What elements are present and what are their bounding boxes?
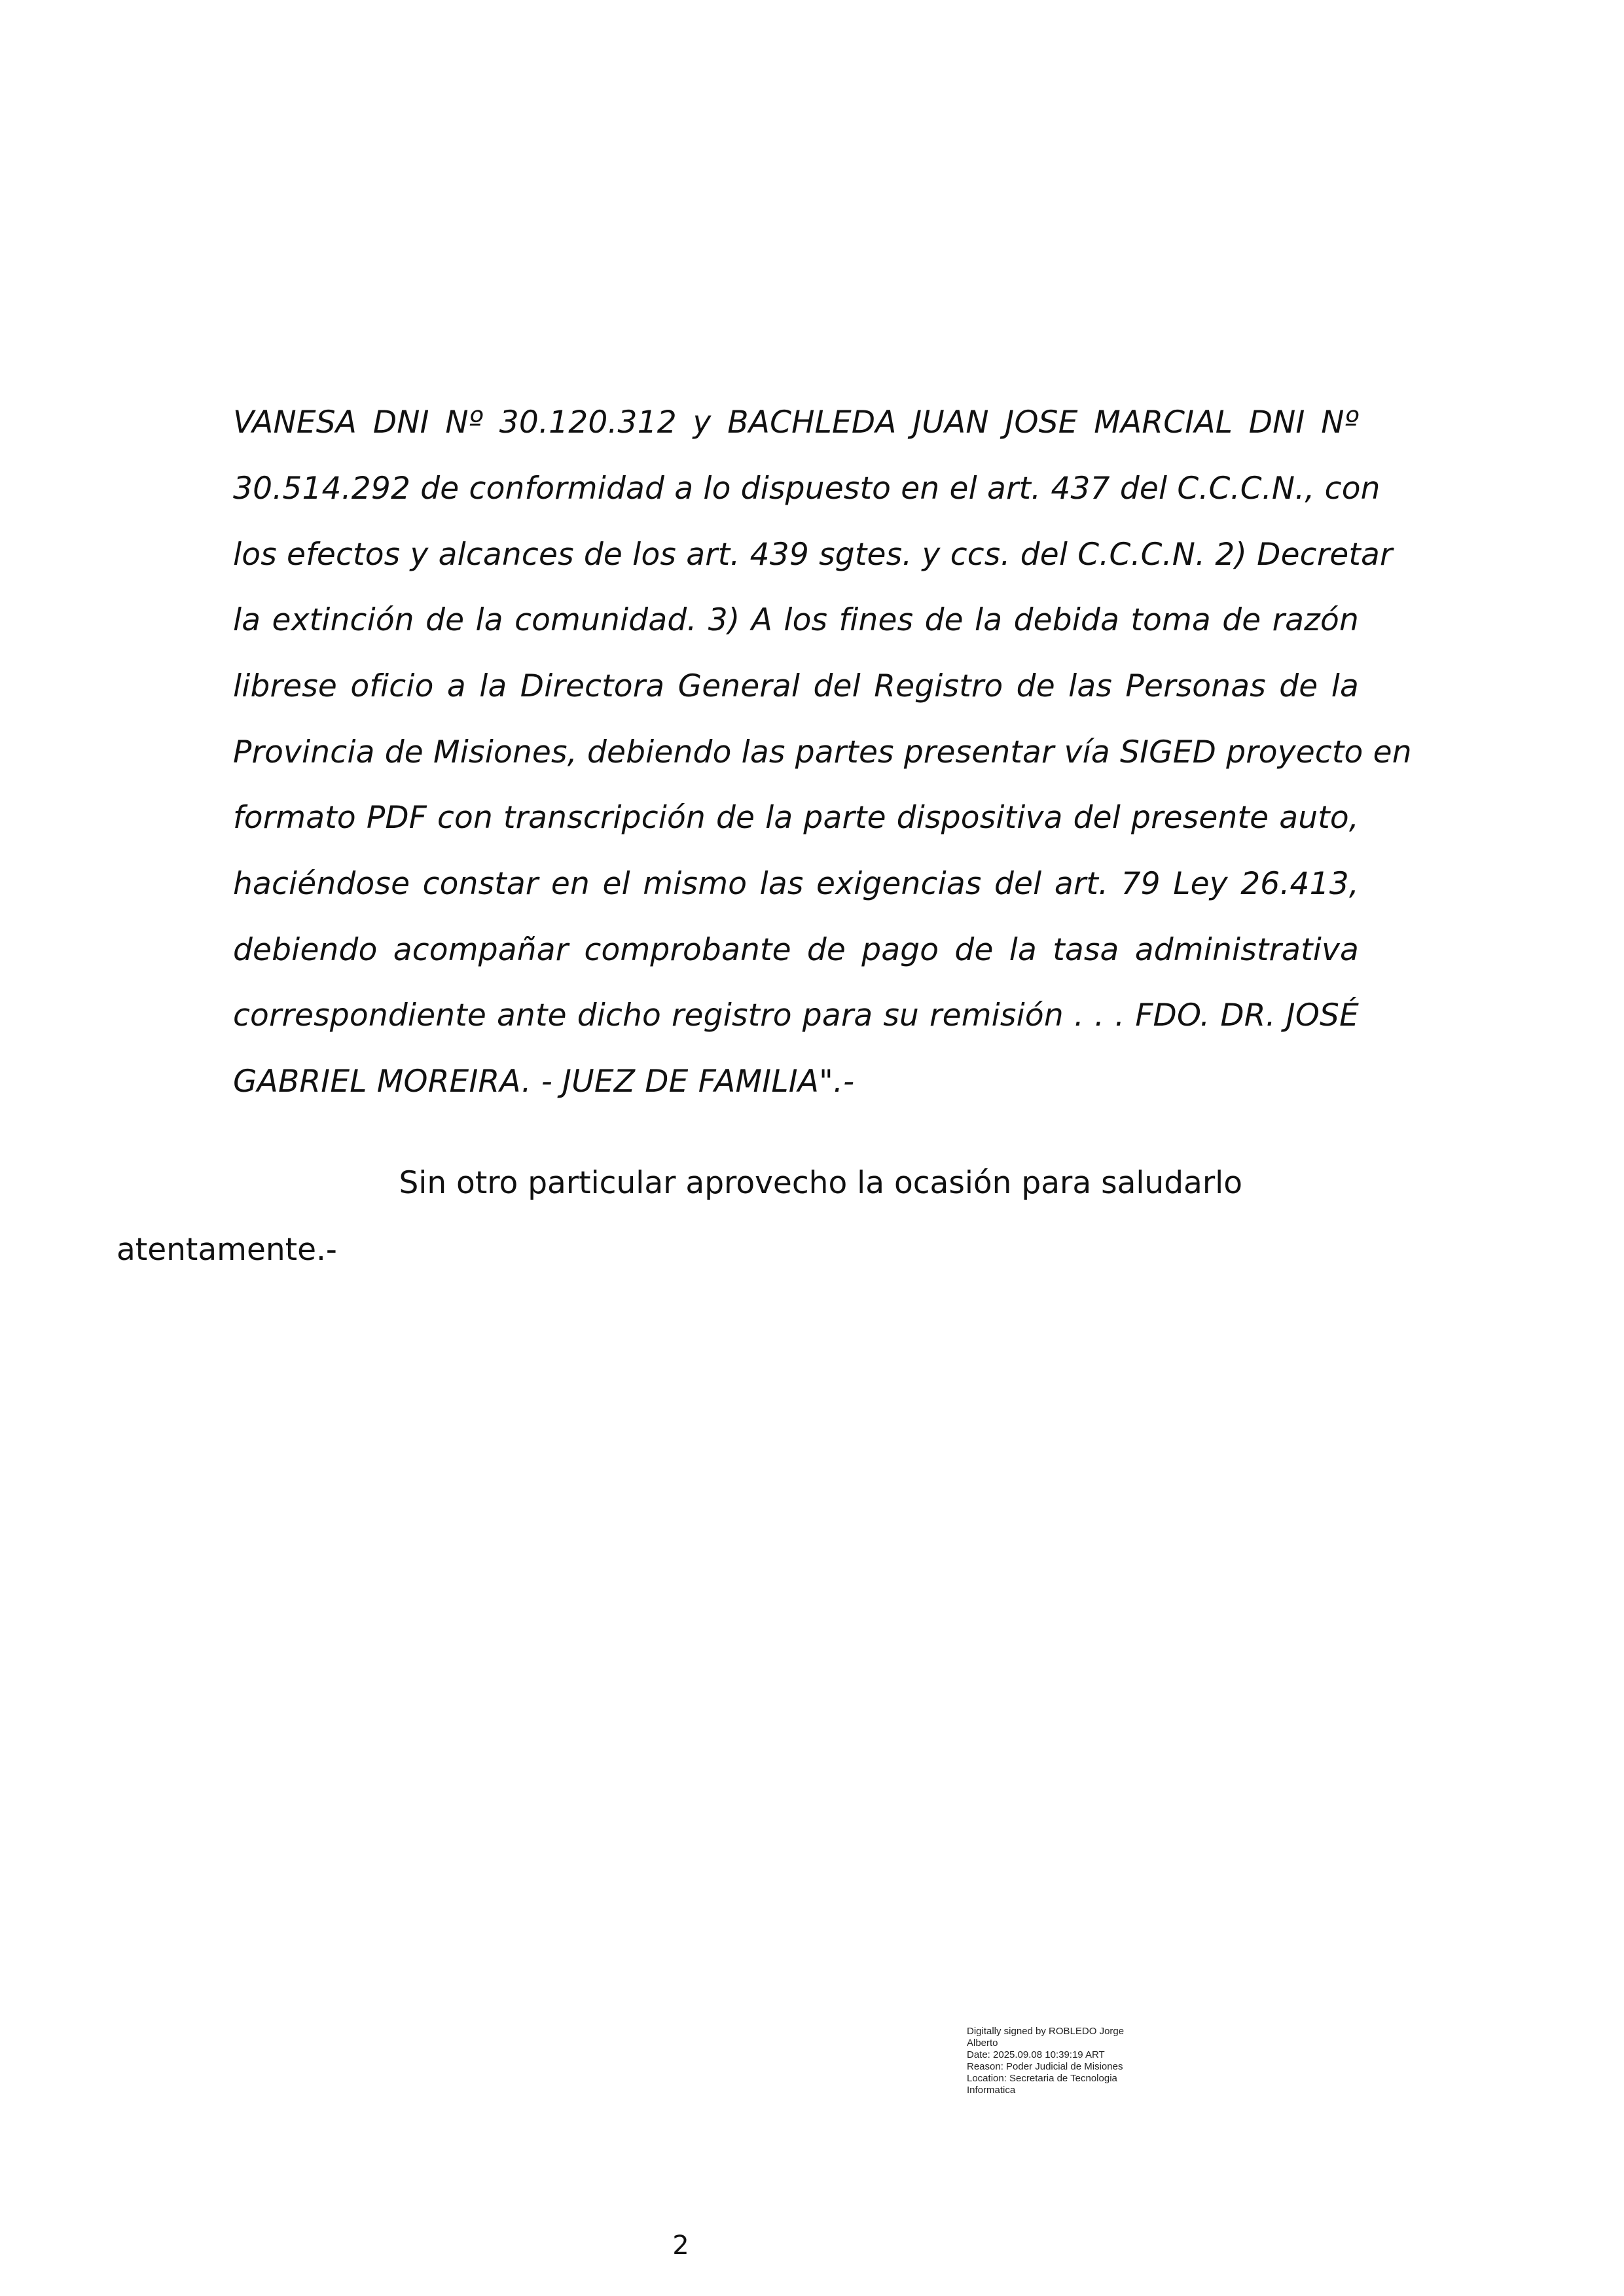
closing-line: Sin otro particular aprovecho la ocasión para saludarlo [399, 1165, 1242, 1201]
closing-line: atentamente.- [117, 1232, 337, 1268]
quote-line: 30.514.292 de conformidad a lo dispuesto en el art. 437 del C.C.C.N., con [233, 471, 1380, 507]
quote-line: librese oficio a la Directora General del Registro de las Personas de la [233, 668, 1359, 704]
quote-line: haciéndose constar en el mismo las exigencias del art. 79 Ley 26.413, [233, 866, 1359, 902]
signature-location: Location: Secretaria de Tecnologia [967, 2073, 1117, 2084]
quote-line: la extinción de la comunidad. 3) A los fines de la debida toma de razón [233, 602, 1359, 638]
signature-line: Informatica [967, 2085, 1016, 2096]
quote-line: los efectos y alcances de los art. 439 sgtes. y ccs. del C.C.C.N. 2) Decretar [233, 537, 1393, 573]
quote-line: GABRIEL MOREIRA. - JUEZ DE FAMILIA".- [233, 1064, 855, 1100]
digital-signature-block [967, 2026, 1176, 2096]
quote-line: Provincia de Misiones, debiendo las partes presentar vía SIGED proyecto en [233, 734, 1412, 770]
page-number: 2 [672, 2231, 689, 2261]
signature-reason: Reason: Poder Judicial de Misiones [967, 2061, 1123, 2072]
signature-date: Date: 2025.09.08 10:39:19 ART [967, 2049, 1105, 2060]
quote-line: correspondiente ante dicho registro para su remisión . . . FDO. DR. JOSÉ [233, 997, 1359, 1033]
signature-line: Alberto [967, 2037, 998, 2049]
signature-line: Digitally signed by ROBLEDO Jorge [967, 2026, 1125, 2037]
quote-line: VANESA DNI Nº 30.120.312 y BACHLEDA JUAN JOSE MARCIAL DNI Nº [233, 404, 1359, 440]
quote-line: debiendo acompañar comprobante de pago de la tasa administrativa [233, 932, 1359, 968]
quote-line: formato PDF con transcripción de la parte dispositiva del presente auto, [233, 800, 1359, 836]
